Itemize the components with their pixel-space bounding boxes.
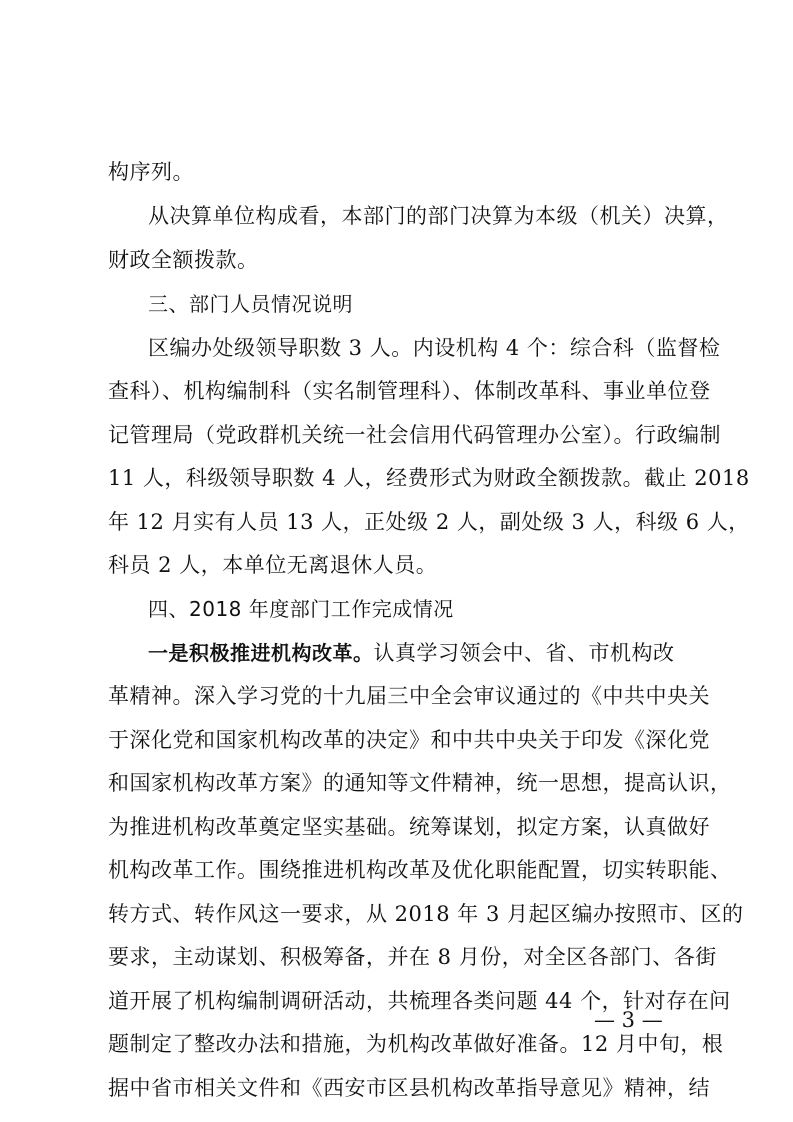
text-line: 从决算单位构成看，本部门的部门决算为本级（机关）决算， xyxy=(148,204,729,228)
text-line: 科员 2 人，本单位无离退休人员。 xyxy=(108,553,438,577)
text-line: 查科）、机构编制科（实名制管理科）、体制改革科、事业单位登 xyxy=(108,379,711,403)
text-line: 题制定了整改办法和措施，为机构改革做好准备。12 月中旬，根 xyxy=(108,1032,724,1056)
text-line: 据中省市相关文件和《西安市区县机构改革指导意见》精神，结 xyxy=(108,1076,710,1100)
text-line: 要求，主动谋划、积极筹备，并在 8 月份，对全区各部门、各街 xyxy=(108,945,717,969)
text-line: 于深化党和国家机构改革的决定》和中共中央关于印发《深化党 xyxy=(108,728,710,752)
text-line: 构序列。 xyxy=(108,160,194,184)
text-line: 11 人，科级领导职数 4 人，经费形式为财政全额拨款。截止 2018 xyxy=(108,466,750,490)
text-line: 机构改革工作。围绕推进机构改革及优化职能配置，切实转职能、 xyxy=(108,858,732,882)
text-line: 转方式、转作风这一要求，从 2018 年 3 月起区编办按照市、区的 xyxy=(108,902,744,926)
bold-lead-phrase: 一是积极推进机构改革。 xyxy=(148,641,374,665)
page-number: — 3 — xyxy=(594,1008,663,1032)
text-line: 革精神。深入学习党的十九届三中全会审议通过的《中共中央关 xyxy=(108,684,710,708)
section-heading: 三、部门人员情况说明 xyxy=(148,292,353,316)
text-line: 道开展了机构编制调研活动，共梳理各类问题 44 个，针对存在问 xyxy=(108,989,731,1013)
paragraph-first-line xyxy=(148,633,688,673)
section-heading: 四、2018 年度部门工作完成情况 xyxy=(148,597,454,621)
text-line: 区编办处级领导职数 3 人。内设机构 4 个：综合科（监督检 xyxy=(148,336,721,360)
text-span: 认真学习领会中、省、市机构改 xyxy=(373,641,675,665)
text-line: 记管理局（党政群机关统一社会信用代码管理办公室）。行政编制 xyxy=(108,423,721,447)
text-line: 财政全额拨款。 xyxy=(108,248,259,272)
text-line: 为推进机构改革奠定坚实基础。统筹谋划，拟定方案，认真做好 xyxy=(108,815,710,839)
text-line: 和国家机构改革方案》的通知等文件精神，统一思想，提高认识， xyxy=(108,771,732,795)
text-line: 年 12 月实有人员 13 人，正处级 2 人，副处级 3 人，科级 6 人， xyxy=(108,510,750,534)
